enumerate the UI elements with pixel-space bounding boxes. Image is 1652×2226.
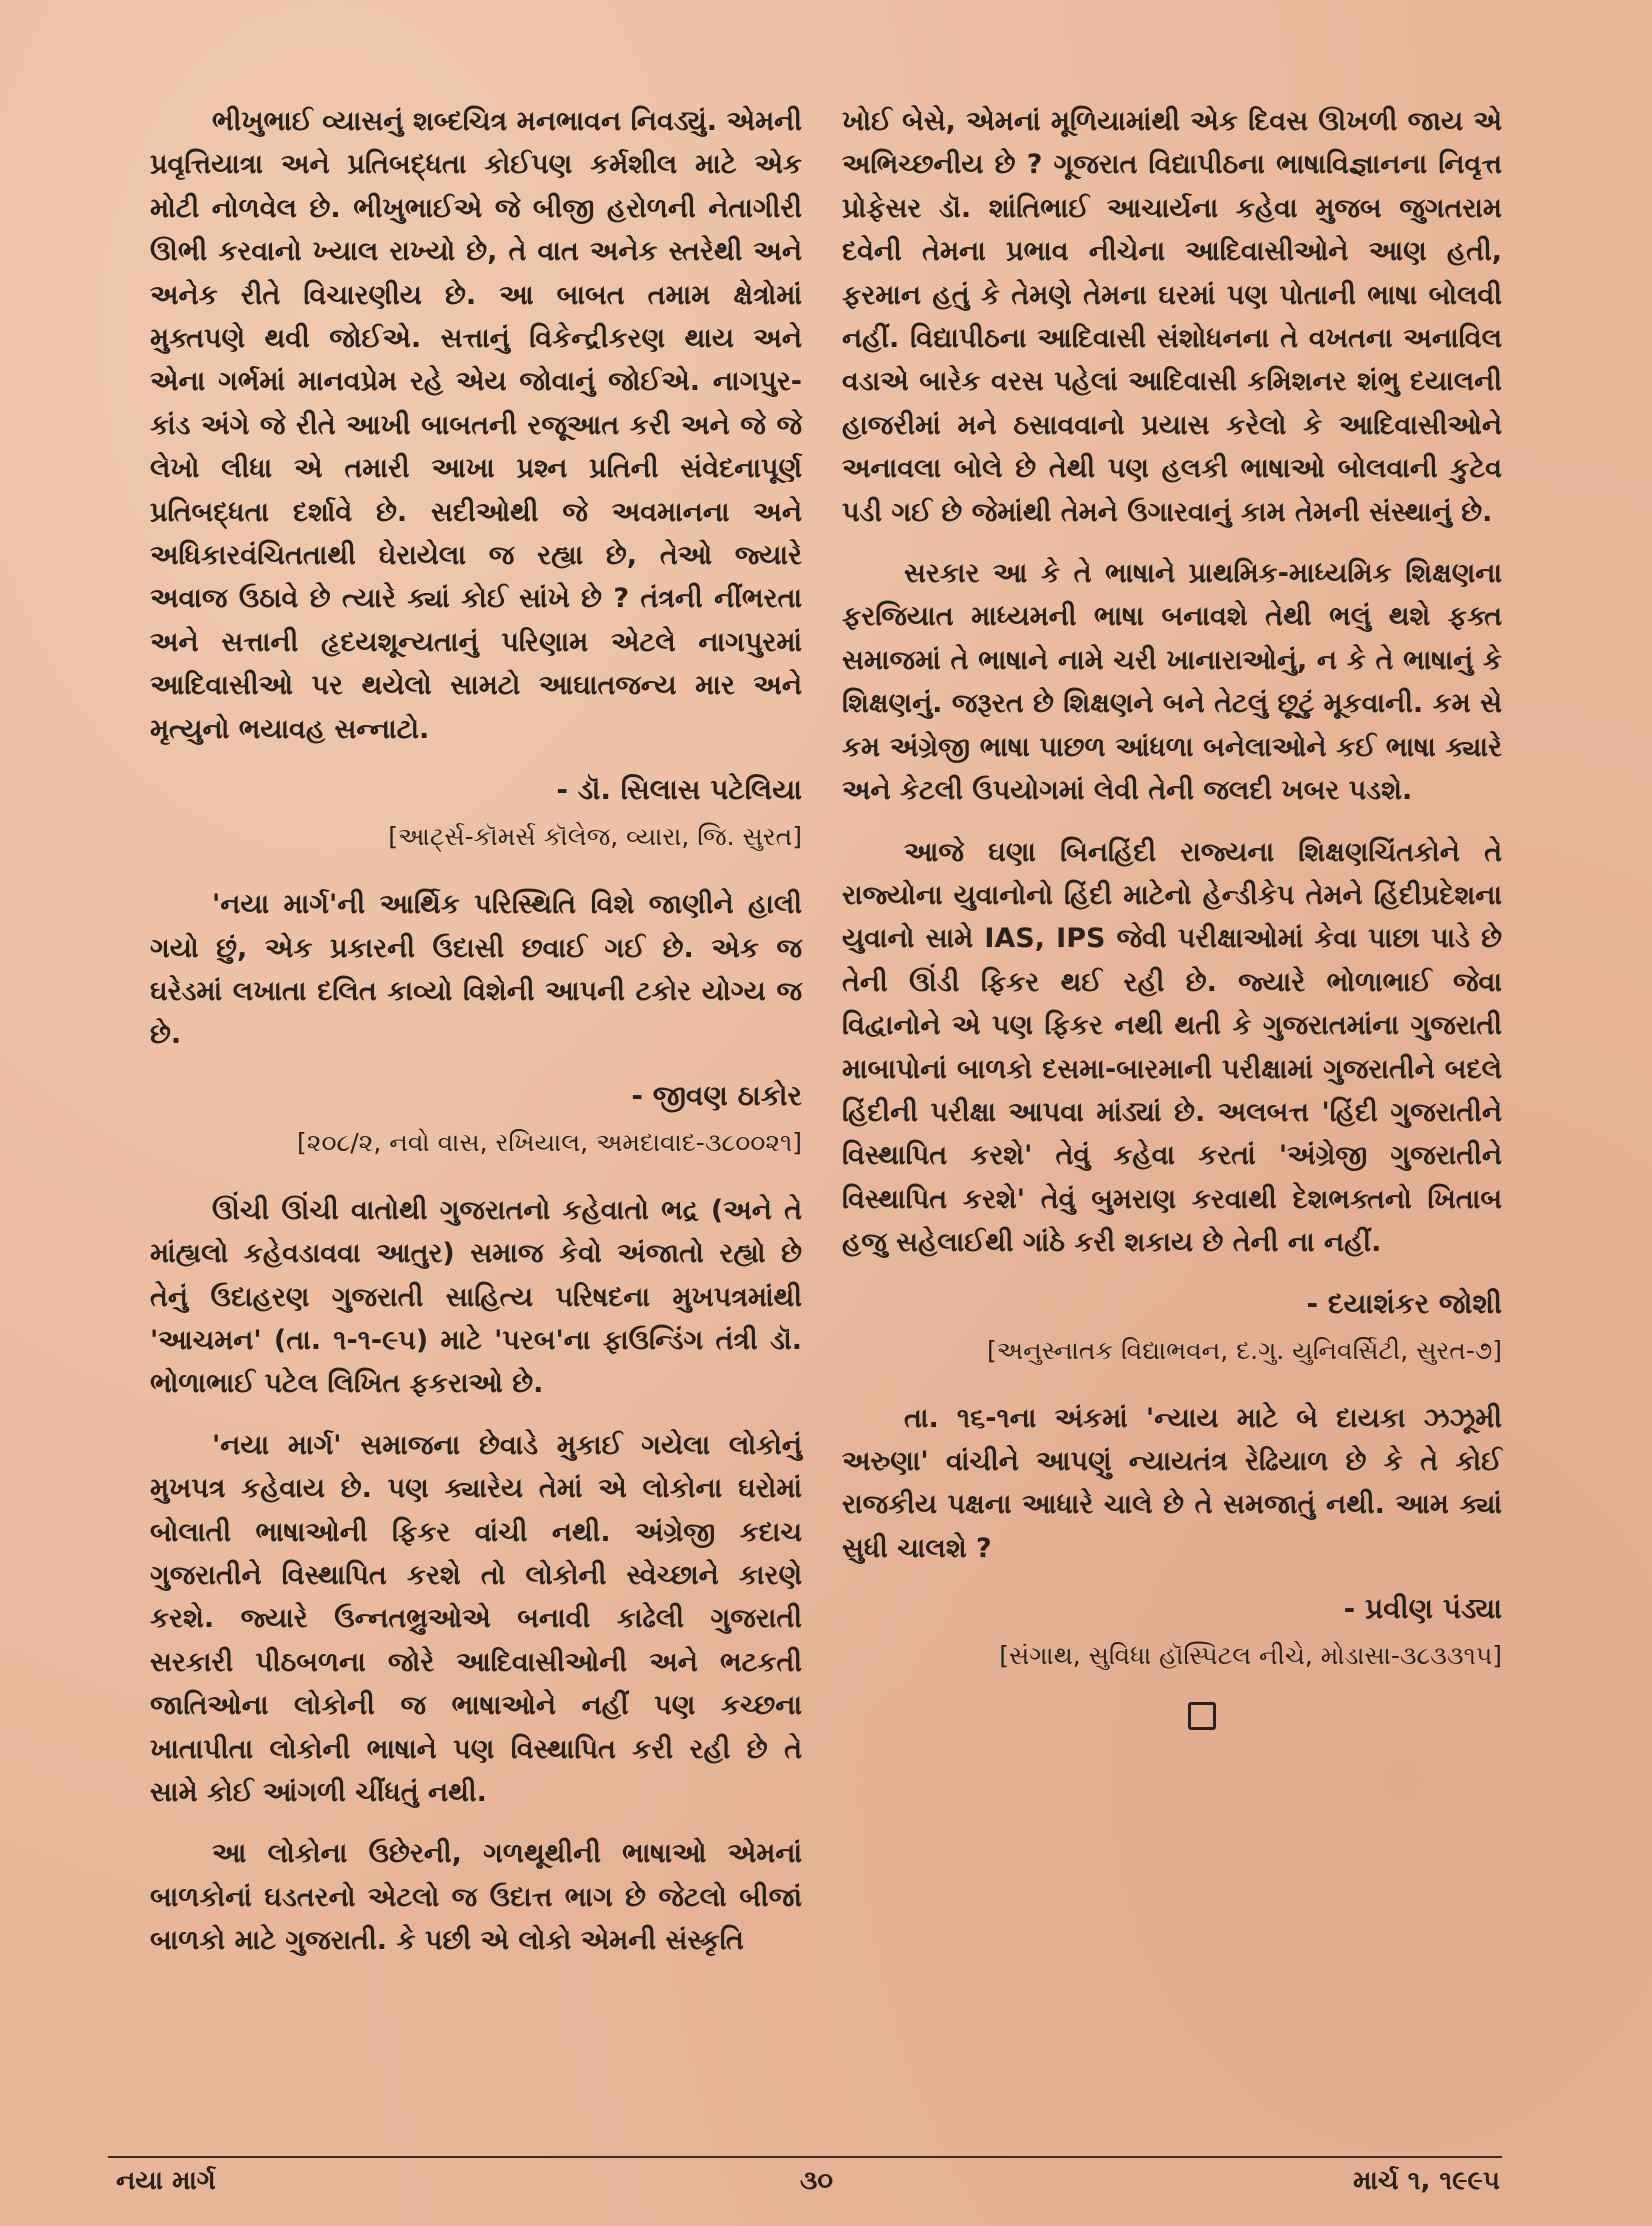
letter4-paragraph: તા. ૧૬-૧ના અંકમાં 'ન્યાય માટે બે દાયકા ઝઝૂમી અરુણા' વાંચીને આપણું ન્યાયતંત્ર રેઢિયાળ છે કે તે કોઈ રાજકીય પક્ષના આધારે ચાલે છે તે સમજાતું નથી. આમ ક્યાં સુધી ચાલશે ? bbox=[842, 1402, 1502, 1564]
footer-publication-name: નયા માર્ગ bbox=[116, 2166, 216, 2196]
letter2-signature: - જીવણ ઠાકોર bbox=[631, 1078, 802, 1112]
letter3-paragraph-4: સરકાર આ કે તે ભાષાને પ્રાથમિક-માધ્યમિક શિક્ષણના ફરજિયાત માધ્યમની ભાષા બનાવશે તેથી ભલું થશે ફક્ત સમાજમાં તે ભાષાને નામે ચરી ખાનારાઓનું, ન કે તે ભાષાનું કે શિક્ષણનું. જરૂરત છે શિક્ષણને બને તેટલું છૂટું મૂકવાની. કમ સે કમ અંગ્રેજી ભાષા પાછળ આંધળા બનેલાઓને કઈ ભાષા ક્યારે અને કેટલી ઉપયોગમાં લેવી તેની જલદી ખબર પડશે. bbox=[842, 558, 1502, 807]
letter3-paragraph-3: આ લોકોના ઉછેરની, ગળથૂથીની ભાષાઓ એમનાં બાળકોનાં ઘડતરનો એટલો જ ઉદાત્ત ભાગ છે જેટલો બીજાં બાળકો માટે ગુજરાતી. કે પછી એ લોકો એમની સંસ્કૃતિ bbox=[150, 1838, 802, 1957]
letter3-paragraph-2: 'નયા માર્ગ' સમાજના છેવાડે મુકાઈ ગયેલા લોકોનું મુખપત્ર કહેવાય છે. પણ ક્યારેય તેમાં એ લોકોના ઘરોમાં બોલાતી ભાષાઓની ફિકર વાંચી નથી. અંગ્રેજી કદાચ ગુજરાતીને વિસ્થાપિત કરશે તો લોકોની સ્વેચ્છાને કારણે કરશે. જ્યારે ઉન્નતભ્રુઓએ બનાવી કાઢેલી ગુજરાતી સરકારી પીઠબળના જોરે આદિવાસીઓની અને ભટકતી જાતિઓના લોકોની જ ભાષાઓને નહીં પણ કચ્છના ખાતાપીતા લોકોની ભાષાને પણ વિસ્થાપિત કરી રહી છે તે સામે કોઈ આંગળી ચીંધતું નથી. bbox=[150, 1429, 802, 1808]
letter1-paragraph: ભીખુભાઈ વ્યાસનું શબ્દચિત્ર મનભાવન નિવડ્યું. એમની પ્રવૃત્તિયાત્રા અને પ્રતિબદ્ધતા કોઈપણ કર્મશીલ માટે એક મોટી નોળવેલ છે. ભીખુભાઈએ જે બીજી હરોળની નેતાગીરી ઊભી કરવાનો ખ્યાલ રાખ્યો છે, તે વાત અનેક સ્તરેથી અને અનેક રીતે વિચારણીય છે. આ બાબત તમામ ક્ષેત્રોમાં મુક્તપણે થવી જોઈએ. સત્તાનું વિકેન્દ્રીકરણ થાય અને એના ગર્ભમાં માનવપ્રેમ રહે એય જોવાનું જોઈએ. નાગપુર-કાંડ અંગે જે રીતે આખી બાબતની રજૂઆત કરી અને જે જે લેખો લીધા એ તમારી આખા પ્રશ્ન પ્રતિની સંવેદનાપૂર્ણ પ્રતિબદ્ધતા દર્શાવે છે. સદીઓથી જે અવમાનના અને અધિકારવંચિતતાથી ઘેરાયેલા જ રહ્યા છે, તેઓ જ્યારે અવાજ ઉઠાવે છે ત્યારે ક્યાં કોઈ સાંખે છે ? તંત્રની નીંભરતા અને સત્તાની હૃદયશૂન્યતાનું પરિણામ એટલે નાગપુરમાં આદિવાસીઓ પર થયેલો સામટો આઘાતજન્ય માર અને મૃત્યુનો ભયાવહ સન્નાટો. bbox=[150, 106, 802, 745]
right-column bbox=[842, 100, 1502, 1730]
letter2-address: [૨૦૮/૨, નવો વાસ, રખિયાલ, અમદાવાદ-૩૮૦૦૨૧] bbox=[297, 1127, 802, 1157]
letter3-paragraph-1: ઊંચી ઊંચી વાતોથી ગુજરાતનો કહેવાતો ભદ્ર (અને તે માંહ્યલો કહેવડાવવા આતુર) સમાજ કેવો અંજાતો રહ્યો છે તેનું ઉદાહરણ ગુજરાતી સાહિત્ય પરિષદના મુખપત્રમાંથી 'આચમન' (તા. ૧-૧-૯૫) માટે 'પરબ'ના ફાઉન્ડિંગ તંત્રી ડૉ. ભોળાભાઈ પટેલ લિખિત ફકરાઓ છે. bbox=[150, 1194, 802, 1400]
letter4-signature: - પ્રવીણ પંડ્યા bbox=[1343, 1592, 1502, 1626]
letter2-paragraph: 'નયા માર્ગ'ની આર્થિક પરિસ્થિતિ વિશે જાણીને હાલી ગયો છું, એક પ્રકારની ઉદાસી છવાઈ ગઈ છે. એક જ ઘરેડમાં લખાતા દલિત કાવ્યો વિશેની આપની ટકોર યોગ્ય જ છે. bbox=[150, 889, 802, 1051]
letter1-address: [આર્ટ્સ-કૉમર્સ કૉલેજ, વ્યારા, જિ. સુરત] bbox=[388, 822, 802, 852]
letter1-signature: - ડૉ. સિલાસ પટેલિયા bbox=[556, 773, 802, 807]
letter4-address: [સંગાથ, સુવિધા હૉસ્પિટલ નીચે, મોડાસા-૩૮૩૩૧૫] bbox=[999, 1641, 1502, 1671]
letter3-paragraph-5: આજે ઘણા બિનહિંદી રાજ્યના શિક્ષણચિંતકોને તે રાજ્યોના યુવાનોનો હિંદી માટેનો હેન્ડીકેપ તેમને હિંદીપ્રદેશના યુવાનો સામે IAS, IPS જેવી પરીક્ષાઓમાં કેવા પાછા પાડે છે તેની ઊંડી ફિકર થઈ રહી છે. જ્યારે ભોળાભાઈ જેવા વિદ્વાનોને એ પણ ફિકર નથી થતી કે ગુજરાતમાંના ગુજરાતી માબાપોનાં બાળકો દસમા-બારમાની પરીક્ષામાં ગુજરાતીને બદલે હિંદીની પરીક્ષા આપવા માંડ્યાં છે. અલબત્ત 'હિંદી ગુજરાતીને વિસ્થાપિત કરશે' તેવું કહેવા કરતાં 'અંગ્રેજી ગુજરાતીને વિસ્થાપિત કરશે' તેવું બુમરાણ કરવાથી દેશભક્તનો ખિતાબ હજુ સહેલાઈથી ગાંઠે કરી શકાય છે તેની ના નહીં. bbox=[842, 836, 1502, 1259]
left-column bbox=[150, 100, 802, 1981]
footer-issue-date: માર્ચ ૧, ૧૯૯૫ bbox=[1353, 2166, 1500, 2196]
footer-page-number: ૩૦ bbox=[800, 2166, 833, 2196]
letter3-paragraph-continued: ખોઈ બેસે, એમનાં મૂળિયામાંથી એક દિવસ ઊખળી જાય એ અભિચ્છનીય છે ? ગૂજરાત વિદ્યાપીઠના ભાષાવિજ્ઞાનના નિવૃત્ત પ્રોફેસર ડૉ. શાંતિભાઈ આચાર્યના કહેવા મુજબ જુગતરામ દવેની તેમના પ્રભાવ નીચેના આદિવાસીઓને આણ હતી, ફરમાન હતું કે તેમણે તેમના ઘરમાં પણ પોતાની ભાષા બોલવી નહીં. વિદ્યાપીઠના આદિવાસી સંશોધનના તે વખતના અનાવિલ વડાએ બારેક વરસ પહેલાં આદિવાસી કમિશનર શંભુ દયાલની હાજરીમાં મને ઠસાવવાનો પ્રયાસ કરેલો કે આદિવાસીઓને અનાવલા બોલે છે તેથી પણ હલકી ભાષાઓ બોલવાની કુટેવ પડી ગઈ છે જેમાંથી તેમને ઉગારવાનું કામ તેમની સંસ્થાનું છે. bbox=[842, 106, 1502, 528]
letter3-address: [અનુસ્નાતક વિદ્યાભવન, દ.ગુ. યુનિવર્સિટી, સુરત-૭] bbox=[986, 1335, 1502, 1365]
letter3-signature: - દયાશંકર જોશી bbox=[1306, 1286, 1502, 1320]
footer-divider bbox=[108, 2156, 1502, 2158]
square-end-mark-icon bbox=[1188, 1702, 1216, 1730]
